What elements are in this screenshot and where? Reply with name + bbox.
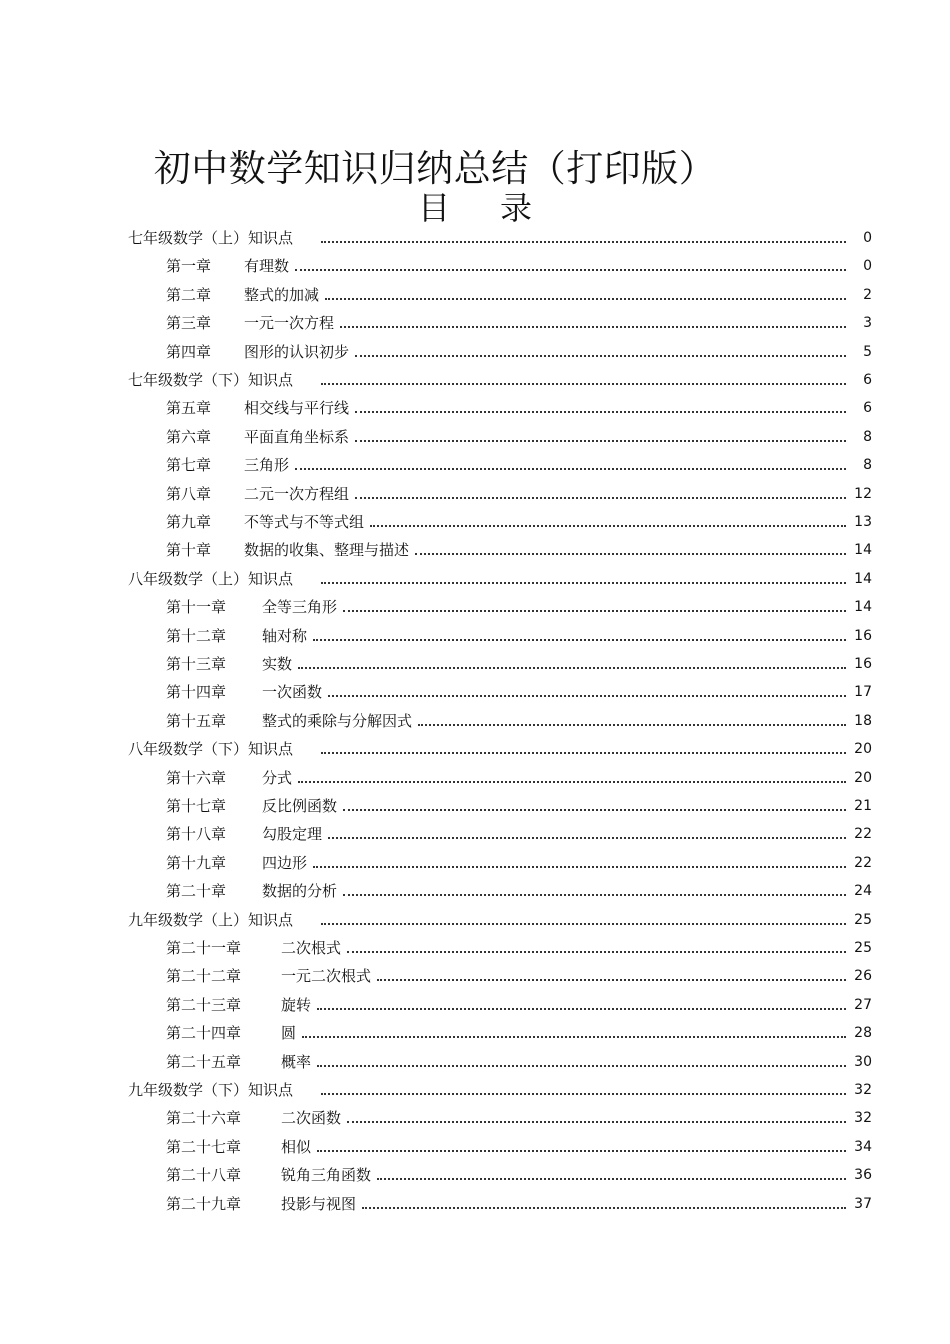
toc-chapter-title: 二次函数 [281, 1109, 342, 1128]
toc-chapter-number: 第二十六章 [166, 1109, 242, 1128]
toc-chapter-number: 第八章 [166, 484, 212, 503]
toc-chapter-entry[interactable] [166, 1191, 872, 1213]
toc-chapter-entry[interactable] [166, 339, 872, 361]
toc-chapter-number: 第二十二章 [166, 967, 242, 986]
toc-dot-leader [355, 411, 846, 413]
toc-dot-leader [321, 241, 846, 243]
toc-chapter-title: 投影与视图 [281, 1194, 357, 1213]
toc-dot-leader [313, 866, 846, 868]
toc-chapter-entry[interactable] [166, 1162, 872, 1184]
toc-page-number: 12 [854, 485, 872, 502]
toc-page-number: 28 [854, 1025, 872, 1042]
toc-chapter-title: 平面直角坐标系 [244, 427, 350, 446]
toc-dot-leader [295, 269, 846, 271]
toc-dot-leader [313, 639, 846, 641]
toc-chapter-title: 相似 [281, 1137, 312, 1156]
toc-section-label: 七年级数学（下）知识点 [128, 371, 294, 389]
toc-page-number: 32 [854, 1082, 872, 1098]
toc-dot-leader [355, 440, 846, 442]
toc-section-entry[interactable] [128, 225, 872, 247]
toc-chapter-number: 第十三章 [166, 655, 227, 673]
toc-page-number: 17 [854, 684, 872, 701]
toc-chapter-number: 第二十五章 [166, 1052, 242, 1071]
toc-page-number: 32 [854, 1110, 872, 1127]
toc-chapter-number: 第六章 [166, 427, 212, 446]
toc-page-number: 25 [854, 911, 872, 928]
toc-dot-leader [298, 667, 846, 669]
toc-page-number: 20 [854, 741, 872, 758]
toc-dot-leader [328, 695, 846, 697]
toc-page-number: 37 [854, 1195, 872, 1212]
toc-page-number: 6 [863, 400, 872, 417]
toc-page-number: 3 [863, 315, 872, 332]
toc-dot-leader [355, 497, 846, 499]
toc-chapter-title: 概率 [281, 1052, 312, 1071]
toc-heading [418, 183, 532, 229]
toc-chapter-title: 二元一次方程组 [244, 484, 350, 503]
toc-chapter-entry[interactable] [166, 310, 872, 332]
toc-chapter-entry[interactable] [166, 935, 872, 957]
toc-chapter-number: 第二十三章 [166, 995, 242, 1014]
toc-dot-leader [321, 752, 846, 754]
toc-section-entry[interactable] [128, 1077, 872, 1099]
toc-page-number: 14 [854, 599, 872, 616]
toc-chapter-number: 第七章 [166, 456, 212, 475]
toc-dot-leader [347, 951, 846, 953]
toc-chapter-number: 第二十章 [166, 882, 227, 901]
toc-page-number: 13 [854, 514, 872, 530]
toc-chapter-number: 第二十八章 [166, 1166, 242, 1185]
toc-chapter-title: 反比例函数 [262, 797, 338, 815]
toc-chapter-entry[interactable] [166, 850, 872, 872]
toc-chapter-entry[interactable] [166, 282, 872, 304]
toc-page-number: 5 [863, 343, 872, 360]
toc-chapter-title: 数据的收集、整理与描述 [244, 541, 410, 560]
toc-page-number: 30 [854, 1053, 872, 1070]
toc-chapter-number: 第十二章 [166, 626, 227, 645]
toc-dot-leader [343, 894, 846, 896]
toc-chapter-entry[interactable] [166, 1105, 872, 1127]
toc-dot-leader [317, 1008, 846, 1010]
toc-dot-leader [325, 298, 846, 300]
toc-dot-leader [317, 1150, 846, 1152]
toc-chapter-number: 第五章 [166, 399, 212, 418]
toc-chapter-title: 数据的分析 [262, 882, 338, 901]
toc-chapter-entry[interactable] [166, 594, 872, 616]
toc-chapter-number: 第二十一章 [166, 939, 242, 957]
toc-dot-leader [295, 468, 846, 470]
toc-chapter-entry[interactable] [166, 679, 872, 701]
toc-chapter-entry[interactable] [166, 424, 872, 446]
toc-page-number: 6 [863, 372, 872, 388]
toc-dot-leader [343, 809, 846, 811]
toc-chapter-entry[interactable] [166, 1049, 872, 1071]
toc-chapter-entry[interactable] [166, 1020, 872, 1042]
toc-page-number: 18 [854, 712, 872, 729]
toc-section-label: 九年级数学（下）知识点 [128, 1081, 294, 1099]
toc-chapter-entry[interactable] [166, 651, 872, 673]
toc-chapter-number: 第四章 [166, 342, 212, 361]
toc-page-number: 34 [854, 1138, 872, 1155]
toc-section-entry[interactable] [128, 907, 872, 929]
toc-chapter-entry[interactable] [166, 481, 872, 503]
toc-chapter-entry[interactable] [166, 395, 872, 417]
toc-section-label: 八年级数学（下）知识点 [128, 740, 294, 759]
toc-page-number: 0 [863, 230, 872, 246]
toc-chapter-number: 第十一章 [166, 598, 227, 617]
toc-chapter-number: 第十八章 [166, 825, 227, 844]
toc-chapter-title: 整式的乘除与分解因式 [262, 711, 413, 730]
toc-section-entry[interactable] [128, 566, 872, 588]
toc-chapter-entry[interactable] [166, 963, 872, 985]
toc-chapter-title: 三角形 [244, 456, 290, 475]
toc-chapter-entry[interactable] [166, 992, 872, 1014]
toc-dot-leader [340, 326, 846, 328]
toc-page-number: 14 [854, 542, 872, 559]
toc-chapter-number: 第一章 [166, 257, 212, 276]
toc-chapter-entry[interactable] [166, 708, 872, 730]
toc-chapter-title: 锐角三角函数 [281, 1166, 372, 1185]
toc-page-number: 21 [854, 798, 872, 814]
toc-chapter-entry[interactable] [166, 821, 872, 843]
toc-page-number: 8 [863, 428, 872, 445]
toc-chapter-title: 一元一次方程 [244, 314, 335, 333]
toc-chapter-entry[interactable] [166, 765, 872, 787]
toc-page-number: 8 [863, 457, 872, 474]
toc-section-entry[interactable] [128, 736, 872, 758]
toc-chapter-number: 第二十七章 [166, 1137, 242, 1156]
toc-section-entry[interactable] [128, 367, 872, 389]
toc-section-label: 九年级数学（上）知识点 [128, 910, 294, 929]
toc-chapter-number: 第二章 [166, 285, 212, 304]
toc-dot-leader [418, 724, 846, 726]
toc-dot-leader [328, 837, 846, 839]
toc-dot-leader [343, 610, 846, 612]
toc-chapter-title: 勾股定理 [262, 825, 323, 844]
toc-page-number: 27 [854, 996, 872, 1013]
toc-page-number: 2 [863, 286, 872, 303]
toc-chapter-number: 第二十四章 [166, 1024, 242, 1043]
toc-chapter-title: 实数 [262, 655, 293, 673]
toc-chapter-entry[interactable] [166, 452, 872, 474]
toc-heading-char-1: 目 [418, 189, 451, 227]
toc-chapter-title: 四边形 [262, 853, 308, 872]
toc-chapter-entry[interactable] [166, 793, 872, 815]
toc-dot-leader [370, 525, 846, 527]
toc-page-number: 16 [854, 656, 872, 672]
toc-chapter-title: 一次函数 [262, 683, 323, 702]
toc-page-number: 0 [863, 258, 872, 275]
toc-dot-leader [321, 582, 846, 584]
toc-dot-leader [355, 355, 846, 357]
toc-chapter-number: 第十五章 [166, 711, 227, 730]
toc-chapter-entry[interactable] [166, 253, 872, 275]
toc-dot-leader [377, 979, 846, 981]
toc-chapter-number: 第十七章 [166, 797, 227, 815]
toc-page-number: 25 [854, 940, 872, 956]
toc-section-label: 八年级数学（上）知识点 [128, 569, 294, 588]
toc-chapter-number: 第十九章 [166, 853, 227, 872]
toc-dot-leader [317, 1065, 846, 1067]
toc-dot-leader [321, 383, 846, 385]
toc-chapter-number: 第二十九章 [166, 1194, 242, 1213]
toc-chapter-title: 图形的认识初步 [244, 342, 350, 361]
toc-dot-leader [415, 553, 846, 555]
toc-dot-leader [321, 923, 846, 925]
toc-chapter-entry[interactable] [166, 537, 872, 559]
toc-page-number: 26 [854, 968, 872, 985]
toc-chapter-title: 全等三角形 [262, 598, 338, 617]
toc-heading-char-2: 录 [500, 189, 533, 227]
toc-chapter-title: 整式的加减 [244, 285, 320, 304]
toc-page-number: 14 [854, 570, 872, 587]
toc-chapter-number: 第十章 [166, 541, 212, 560]
toc-chapter-entry[interactable] [166, 623, 872, 645]
toc-chapter-title: 一元二次根式 [281, 967, 372, 986]
document-title: 初中数学知识归纳总结（打印版） [153, 147, 717, 190]
toc-chapter-number: 第十六章 [166, 768, 227, 787]
toc-chapter-title: 有理数 [244, 257, 290, 276]
toc-chapter-title: 分式 [262, 768, 293, 787]
toc-dot-leader [302, 1036, 846, 1038]
toc-dot-leader [321, 1093, 846, 1095]
toc-dot-leader [362, 1207, 846, 1209]
toc-chapter-entry[interactable] [166, 878, 872, 900]
toc-chapter-number: 第十四章 [166, 683, 227, 702]
toc-dot-leader [377, 1178, 846, 1180]
toc-page-number: 16 [854, 627, 872, 644]
toc-dot-leader [347, 1121, 846, 1123]
toc-chapter-title: 不等式与不等式组 [244, 513, 365, 531]
toc-dot-leader [298, 781, 846, 783]
toc-chapter-number: 第九章 [166, 513, 212, 531]
toc-chapter-title: 轴对称 [262, 626, 308, 645]
toc-chapter-title: 圆 [281, 1024, 297, 1043]
toc-section-label: 七年级数学（上）知识点 [128, 229, 294, 247]
toc-chapter-entry[interactable] [166, 1134, 872, 1156]
toc-page-number: 36 [854, 1167, 872, 1184]
toc-page-number: 22 [854, 854, 872, 871]
toc-page-number: 22 [854, 826, 872, 843]
toc-chapter-number: 第三章 [166, 314, 212, 333]
toc-chapter-title: 旋转 [281, 995, 312, 1014]
toc-page-number: 24 [854, 883, 872, 900]
toc-page-number: 20 [854, 769, 872, 786]
toc-chapter-entry[interactable] [166, 509, 872, 531]
toc-chapter-title: 相交线与平行线 [244, 399, 350, 418]
toc-chapter-title: 二次根式 [281, 939, 342, 957]
